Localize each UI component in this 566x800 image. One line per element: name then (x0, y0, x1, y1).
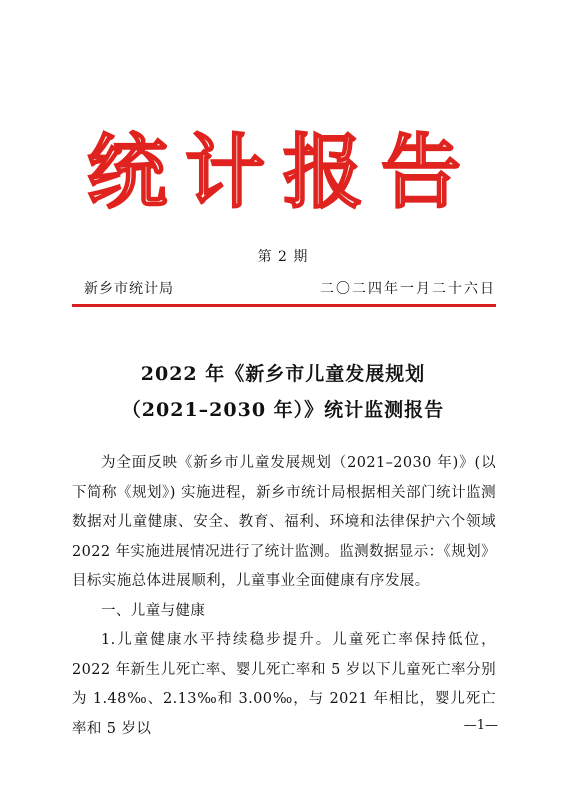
health-paragraph: 1.儿童健康水平持续稳步提升。儿童死亡率保持低位，2022 年新生儿死亡率、婴儿死亡率和 5 岁以下儿童死亡率分别为 1.48‰、2.13‰和 3.00‰，与 2021 年相比，婴儿死亡率和 5 岁以 (72, 632, 496, 737)
intro-paragraph: 为全面反映《新乡市儿童发展规划（2021–2030 年)》(以下简称《规划》) 实施进程，新乡市统计局根据相关部门统计监测数据对儿童健康、安全、教育、福利、环境和法律保护六个领域 2022 年实施进展情况进行了统计监测。监测数据显示：《规划》目标实施总体进展顺利，儿童事业全面健康有序发展。 (72, 455, 496, 589)
report-title (0, 356, 566, 428)
section-heading-health: 一、儿童与健康 (101, 602, 206, 619)
report-title-line-1: 2022 年《新乡市儿童发展规划 (140, 363, 426, 385)
masthead-title-graphic (0, 128, 566, 218)
issue-date: 二〇二四年一月二十六日 (320, 281, 496, 297)
page-number: —1— (463, 718, 498, 733)
masthead-title-text: 统计报告 (87, 128, 479, 218)
masthead-title (0, 128, 566, 218)
report-title-line-2: （2021–2030 年）》统计监测报告 (121, 399, 445, 421)
issuing-bureau: 新乡市统计局 (84, 281, 174, 297)
issue-number: 第 2 期 (257, 249, 309, 265)
red-divider (72, 304, 496, 307)
report-body (72, 449, 496, 744)
